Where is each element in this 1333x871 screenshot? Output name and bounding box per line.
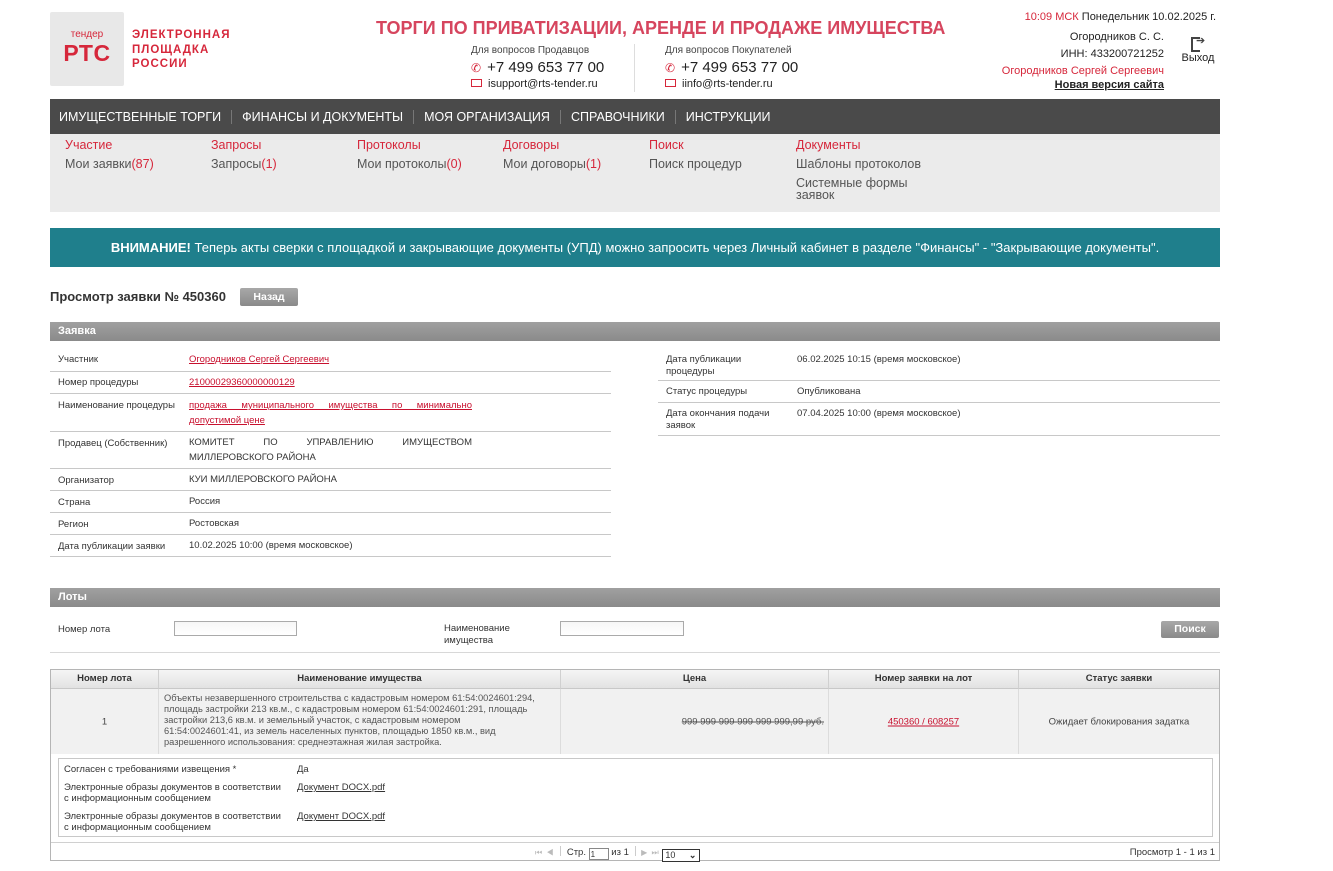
sellers-email-text: isupport@rts-tender.ru xyxy=(488,78,598,90)
subnav-documents-head[interactable]: Документы xyxy=(796,138,861,152)
cell-application-no xyxy=(829,689,1019,754)
cell-price xyxy=(561,689,829,754)
deadline-value: 07.04.2025 10:00 (время московское) xyxy=(797,408,961,419)
subnav-contracts-head[interactable]: Договоры xyxy=(503,138,560,152)
subnav-requests-head[interactable]: Запросы xyxy=(211,138,262,152)
subnav-system-forms[interactable]: Системные формы заявок xyxy=(796,176,908,202)
current-time: 10:09 МСК xyxy=(1024,11,1079,23)
cell-desc xyxy=(159,689,561,754)
organizer-value: КУИ МИЛЛЕРОВСКОГО РАЙОНА xyxy=(189,474,337,485)
subnav-participation xyxy=(65,138,154,177)
lot-number-label: Номер лота xyxy=(58,624,111,635)
exit-button[interactable] xyxy=(1180,36,1216,64)
my-contracts-count: (1) xyxy=(585,157,602,171)
detail-row xyxy=(50,349,611,372)
pager-sep xyxy=(635,846,636,856)
price-value: 999 999 999 999 999 999,99 руб. xyxy=(681,716,824,727)
application-date-value: 10.02.2025 10:00 (время московское) xyxy=(189,540,353,551)
application-status-value: Ожидает блокирования задатка xyxy=(1048,716,1190,727)
exit-label: Выход xyxy=(1181,52,1215,64)
nav-reference-books[interactable]: СПРАВОЧНИКИ xyxy=(561,110,676,124)
detail-row xyxy=(50,394,611,432)
detail-label: Наименование процедуры xyxy=(58,400,175,411)
user-short-name: Огородников С. С. xyxy=(1069,31,1164,43)
phone-icon: ✆ xyxy=(665,61,676,75)
page-input-value: 1 xyxy=(590,850,596,859)
detail-label: Организатор xyxy=(58,475,115,486)
logo[interactable] xyxy=(50,12,124,86)
current-date: Понедельник 10.02.2025 г. xyxy=(1081,11,1216,23)
detail-label: Статус процедуры xyxy=(666,386,748,397)
my-protocols-count: (0) xyxy=(446,157,462,171)
logout-icon xyxy=(1190,36,1206,50)
detail-label: Номер процедуры xyxy=(58,377,139,388)
my-protocols-label: Мои протоколы xyxy=(357,157,447,171)
seller-value-2: МИЛЛЕРОВСКОГО РАЙОНА xyxy=(189,452,316,463)
subnav-my-applications[interactable] xyxy=(65,157,154,171)
detail-row xyxy=(50,491,611,513)
col-application-number[interactable]: Номер заявки на лот xyxy=(829,670,1019,689)
datetime xyxy=(980,11,1216,23)
user-full-name[interactable]: Огородников Сергей Сергеевич xyxy=(1001,65,1164,77)
detail-label: Страна xyxy=(58,497,91,508)
application-section-header: Заявка xyxy=(50,322,1220,341)
sellers-email[interactable] xyxy=(471,78,598,90)
page-size-select[interactable] xyxy=(662,849,700,862)
buyers-email[interactable] xyxy=(665,78,773,90)
page-input[interactable] xyxy=(589,848,609,860)
contacts-divider xyxy=(634,44,635,92)
detail-row xyxy=(658,349,1220,381)
logo-line-2: ПЛОЩАДКА xyxy=(132,43,210,56)
subnav-my-protocols[interactable] xyxy=(357,157,462,171)
lots-section-header: Лоты xyxy=(50,588,1220,607)
sellers-label: Для вопросов Продавцов xyxy=(471,45,590,56)
page-size-value: 10 xyxy=(665,850,676,860)
cell-lot xyxy=(51,689,159,754)
back-button[interactable]: Назад xyxy=(240,288,298,306)
detail-row xyxy=(658,403,1220,436)
subnav-protocols-head[interactable]: Протоколы xyxy=(357,138,421,152)
lot-number-input[interactable] xyxy=(174,621,297,636)
lot-detail-box xyxy=(58,758,1213,837)
chevron-down-icon: ⌄ xyxy=(688,850,697,860)
subnav-contracts xyxy=(503,138,601,177)
lots-grid xyxy=(50,669,1220,861)
detail-label-line1: Дата публикации xyxy=(666,354,742,365)
buyers-phone-number: +7 499 653 77 00 xyxy=(681,59,799,76)
country-value: Россия xyxy=(189,496,221,507)
subnav-search-head[interactable]: Поиск xyxy=(649,138,684,152)
logo-line-1: ЭЛЕКТРОННАЯ xyxy=(132,29,231,41)
property-name-label-2: имущества xyxy=(444,635,494,646)
docs-label-line1: Электронные образы документов в соответствии xyxy=(64,811,281,822)
logo-line-3: РОССИИ xyxy=(132,58,188,70)
next-last-page-icons[interactable]: ▶ ⏭ xyxy=(641,848,660,857)
detail-row xyxy=(50,372,611,394)
site-title: ТОРГИ ПО ПРИВАТИЗАЦИИ, АРЕНДЕ И ПРОДАЖЕ ИМУЩЕСТВА xyxy=(376,18,946,38)
pager-summary: Просмотр 1 - 1 из 1 xyxy=(1129,847,1215,858)
subnav-search-procedures[interactable]: Поиск процедур xyxy=(649,157,742,171)
subnav-my-contracts[interactable] xyxy=(503,157,601,171)
detail-row xyxy=(50,535,611,557)
docs-label xyxy=(64,782,304,804)
detail-row xyxy=(50,469,611,491)
docs-label xyxy=(64,811,304,833)
detail-label: Регион xyxy=(58,519,89,530)
nav-my-organization[interactable]: МОЯ ОРГАНИЗАЦИЯ xyxy=(414,110,561,124)
nav-property-trades[interactable]: ИМУЩЕСТВЕННЫЕ ТОРГИ xyxy=(50,110,232,124)
docs-label-line2: с информационным сообщением xyxy=(64,793,211,804)
participant-link[interactable]: Огородников Сергей Сергеевич xyxy=(189,354,330,365)
desc-line: застройки 213,6 кв.м. и земельный участок, с кадастровым номером xyxy=(164,715,461,725)
subnav-protocols xyxy=(357,138,462,177)
nav-finance-documents[interactable]: ФИНАНСЫ И ДОКУМЕНТЫ xyxy=(232,110,414,124)
notice-banner xyxy=(50,228,1220,267)
page-total: из 1 xyxy=(611,847,629,858)
logo-big-text: РТС xyxy=(63,40,111,66)
col-price[interactable]: Цена xyxy=(561,670,829,689)
desc-line: Объекты незавершенного строительства с кадастровым номером 61:54:0024601:294, xyxy=(164,693,535,703)
col-application-status[interactable]: Статус заявки xyxy=(1019,670,1219,689)
logo-caption xyxy=(132,28,242,72)
pager-controls xyxy=(535,846,700,862)
mail-icon xyxy=(665,79,676,87)
my-contracts-label: Мои договоры xyxy=(503,157,586,171)
detail-row xyxy=(658,381,1220,403)
detail-label xyxy=(666,408,769,432)
subnav-requests-link[interactable] xyxy=(211,157,277,171)
detail-label: Продавец (Собственник) xyxy=(58,438,168,449)
region-value: Ростовская xyxy=(189,518,239,529)
procedure-status-value: Опубликована xyxy=(797,386,861,397)
sellers-phone-number: +7 499 653 77 00 xyxy=(487,59,605,76)
subnav-search xyxy=(649,138,742,177)
mail-icon xyxy=(471,79,482,87)
col-property-name[interactable]: Наименование имущества xyxy=(159,670,561,689)
property-name-input[interactable] xyxy=(560,621,684,636)
detail-row xyxy=(50,432,611,469)
desc-line: 61:54:0024601:41, из земель населенных пунктов, площадью 1850 кв.м., вид xyxy=(164,726,496,736)
detail-label-line1: Дата окончания подачи xyxy=(666,408,770,419)
procedure-number-link[interactable]: 21000029360000000129 xyxy=(189,377,295,388)
buyers-phone[interactable] xyxy=(665,59,798,76)
page-title: Просмотр заявки № 450360 xyxy=(50,289,226,304)
user-inn: ИНН: 433200721252 xyxy=(1060,48,1164,60)
subnav-protocol-templates[interactable]: Шаблоны протоколов xyxy=(796,157,921,171)
desc-line: разрешенного использования: среднеэтажная жилая застройка. xyxy=(164,737,442,747)
application-number-link[interactable]: 450360 / 608257 xyxy=(887,716,960,727)
sellers-phone[interactable] xyxy=(471,59,604,76)
my-applications-label: Мои заявки xyxy=(65,157,132,171)
pager-sep xyxy=(560,846,561,856)
subnav-participation-head[interactable]: Участие xyxy=(65,138,113,152)
procedure-name-link[interactable]: продажа муниципального имущества по минимально xyxy=(189,400,472,411)
detail-row xyxy=(50,513,611,535)
buyers-email-text: iinfo@rts-tender.ru xyxy=(682,78,773,90)
detail-label xyxy=(666,354,741,378)
seller-value: КОМИТЕТ ПО УПРАВЛЕНИЮ ИМУЩЕСТВОМ xyxy=(189,437,472,448)
agree-label: Согласен с требованиями извещения * xyxy=(64,764,237,775)
notice-text: Теперь акты сверки с площадкой и закрывающие документы (УПД) можно запросить через Личный кабинет в разделе "Финансы" - "Закрывающие документы". xyxy=(190,240,1160,255)
procedure-name-link-2[interactable]: допустимой цене xyxy=(189,415,265,426)
docs-label-line1: Электронные образы документов в соответствии xyxy=(64,782,281,793)
pager xyxy=(51,842,1219,861)
detail-label-line2: заявок xyxy=(666,420,696,431)
requests-label: Запросы xyxy=(211,157,262,171)
notice-bold: ВНИМАНИЕ! xyxy=(110,240,191,255)
my-applications-count: (87) xyxy=(131,157,154,171)
col-lot-number[interactable]: Номер лота xyxy=(51,670,159,689)
cell-status xyxy=(1019,689,1219,754)
property-name-label-1: Наименование xyxy=(444,623,510,634)
detail-label: Участник xyxy=(58,354,99,365)
first-prev-page-icons[interactable]: ⏮ ◀ xyxy=(535,848,555,857)
buyers-label: Для вопросов Покупателей xyxy=(665,45,792,56)
agree-value: Да xyxy=(297,764,309,775)
subnav-requests xyxy=(211,138,277,177)
sub-nav xyxy=(50,134,1220,212)
document-link-2[interactable]: Документ DOCX.pdf xyxy=(297,811,386,822)
lot-number-value: 1 xyxy=(101,716,108,727)
logo-small-text: тендер xyxy=(70,29,104,40)
divider xyxy=(50,652,1220,653)
docs-label-line2: с информационным сообщением xyxy=(64,822,211,833)
new-site-link[interactable]: Новая версия сайта xyxy=(1054,79,1164,91)
property-name-label xyxy=(444,623,510,647)
page-label: Стр. xyxy=(566,847,586,858)
requests-count: (1) xyxy=(261,157,277,171)
phone-icon: ✆ xyxy=(471,61,482,75)
nav-instructions[interactable]: ИНСТРУКЦИИ xyxy=(685,109,771,124)
desc-line: площадь застройки 213 кв.м., с кадастровым номером 61:54:0024601:291, площадь xyxy=(164,704,528,714)
detail-label: Дата публикации заявки xyxy=(58,541,166,552)
subnav-documents xyxy=(796,138,926,207)
main-nav xyxy=(50,99,1220,134)
detail-label-line2: процедуры xyxy=(666,366,715,377)
search-button[interactable]: Поиск xyxy=(1161,621,1219,638)
publication-date-value: 06.02.2025 10:15 (время московское) xyxy=(797,354,961,365)
document-link-1[interactable]: Документ DOCX.pdf xyxy=(297,782,386,793)
